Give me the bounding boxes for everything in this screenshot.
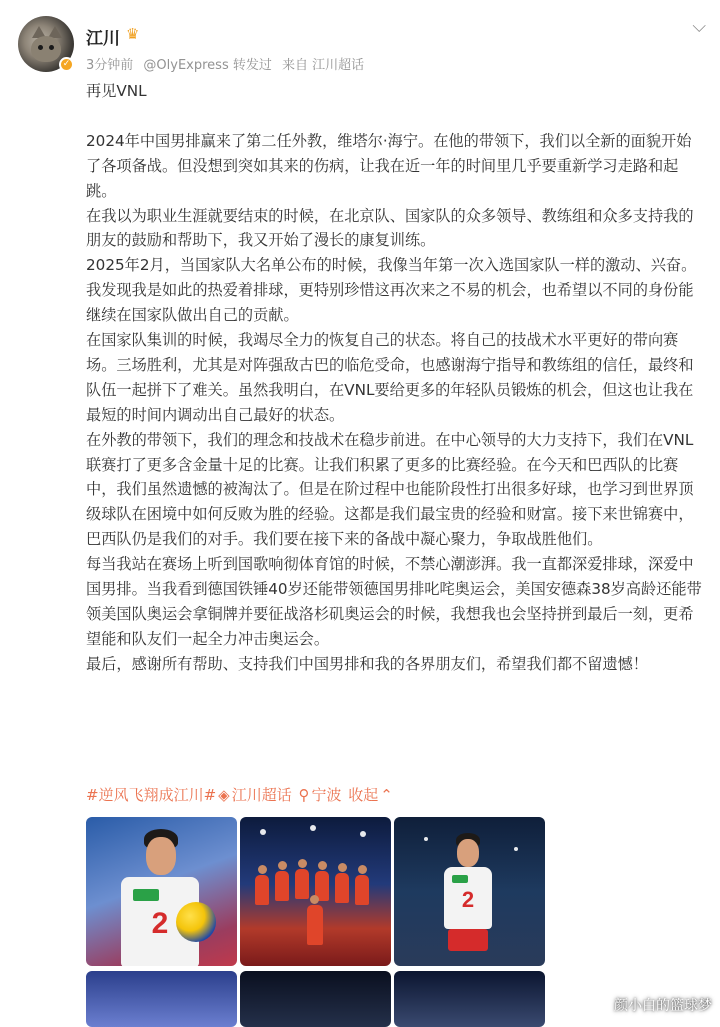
volleyball — [176, 902, 216, 942]
username[interactable]: 江川 — [86, 29, 120, 49]
jersey-number: 2 — [151, 907, 169, 940]
player — [295, 869, 309, 899]
location-pin-icon: ⚲ — [298, 786, 310, 804]
tags-row — [86, 784, 395, 805]
player-head — [457, 839, 479, 867]
photo-grid — [86, 817, 546, 1027]
chevron-up-icon[interactable]: ⌃ — [380, 786, 393, 804]
player-head — [258, 865, 267, 874]
stage-light — [360, 831, 366, 837]
collapse-link[interactable]: 收起 — [348, 786, 379, 804]
player — [335, 873, 349, 903]
player-head — [146, 837, 176, 875]
player-head — [358, 865, 367, 874]
supertopic-tag[interactable]: 江川超话 — [231, 786, 292, 804]
player-jersey — [444, 867, 492, 929]
avatar-cat-eye — [49, 45, 54, 50]
stage-light — [514, 847, 518, 851]
post-title: 再见VNL — [86, 82, 147, 100]
jersey-sponsor-patch — [133, 889, 159, 901]
player-shorts — [448, 929, 488, 951]
player-head — [318, 861, 327, 870]
player-head — [298, 859, 307, 868]
post-time[interactable]: 3分钟前 — [86, 58, 134, 73]
player-head — [310, 895, 319, 904]
post-meta — [86, 54, 370, 73]
post-paragraph: 在国家队集训的时候，我竭尽全力的恢复自己的状态。将自己的技战术水平更好的带向赛场。三场胜利，尤其是对阵强敌古巴的临危受命，也感谢海宁指导和教练组的信任，最终和队伍一起拼下了难关。虽然我明白，在VNL要给更多的年轻队员锻炼的机会，但这也让我在最短的时间内调动出自己最好的状态。 — [86, 331, 694, 424]
supertopic-icon: ◈ — [218, 786, 230, 804]
stage-light — [310, 825, 316, 831]
photo-thumbnail[interactable] — [86, 971, 237, 1027]
stage-light — [260, 829, 266, 835]
jersey-number: 2 — [461, 887, 475, 912]
photo-thumbnail[interactable] — [394, 971, 545, 1027]
post-body — [86, 79, 704, 677]
location-tag[interactable]: 宁波 — [311, 786, 342, 804]
post-paragraph: 2024年中国男排赢来了第二任外教，维塔尔·海宁。在他的带领下，我们以全新的面貌开始了各项备战。但没想到突如其来的伤病，让我在近一年的时间里几乎要重新学习走路和起跳。 — [86, 131, 692, 200]
post-paragraph: 最后，感谢所有帮助、支持我们中国男排和我的各界朋友们，希望我们都不留遗憾！ — [86, 654, 648, 673]
photo-player-celebrating[interactable] — [394, 817, 545, 966]
player-head — [338, 863, 347, 872]
verified-badge-icon: ✓ — [59, 57, 74, 72]
photo-player-with-ball[interactable] — [86, 817, 237, 966]
player-head — [278, 861, 287, 870]
player — [275, 871, 289, 901]
player — [255, 875, 269, 905]
avatar-cat-eye — [38, 45, 43, 50]
post-paragraph: 2025年2月，当国家队大名单公布的时候，我像当年第一次入选国家队一样的激动、兴奋。我发现我是如此的热爱着排球，更特别珍惜这再次来之不易的机会，也希望以不同的身份能继续在国家队做出自己的贡献。 — [86, 256, 697, 325]
avatar-cat-face — [31, 36, 61, 62]
photo-team-lineup[interactable] — [240, 817, 391, 966]
chevron-down-icon[interactable]: ⌵ — [692, 16, 706, 37]
post-paragraph: 在外教的带领下，我们的理念和技战术在稳步前进。在中心领导的大力支持下，我们在VNL联赛打了更多含金量十足的比赛。让我们积累了更多的比赛经验。在今天和巴西队的比赛中，我们虽然遗憾的被淘汰了。但是在阶过程中也能阶段性打出很多好球，也学习到世界顶级球队在困境中如何反败为胜的经验。这都是我们最宝贵的经验和财富。接下来世锦赛中，巴西队仍是我们的对手。我们要在接下来的备战中凝心聚力，争取战胜他们。 — [86, 430, 694, 549]
watermark: 颜小白的篮球梦 — [614, 998, 712, 1014]
post-header — [18, 16, 708, 78]
post-paragraph: 每当我站在赛场上听到国歌响彻体育馆的时候，不禁心潮澎湃。我一直都深爱排球，深爱中国男排。当我看到德国铁锤40岁还能带领德国男排叱咤奥运会，美国安德森38岁高龄还能带领美国队奥运会拿铜牌并要征战洛杉矶奥运会的时候，我想我也会坚持拼到最后一刻，更希望能和队友们一起全力冲击奥运会。 — [86, 555, 702, 648]
stage-light — [424, 837, 428, 841]
player — [307, 905, 323, 945]
jersey-sponsor-patch — [452, 875, 468, 883]
photo-thumbnail[interactable] — [240, 971, 391, 1027]
topic-tag[interactable]: #逆风飞翔成江川# — [86, 786, 217, 804]
player — [355, 875, 369, 905]
crown-icon[interactable]: ♛ — [126, 25, 140, 43]
post-source[interactable]: 来自 江川超话 — [282, 58, 365, 73]
post-paragraph: 在我以为职业生涯就要结束的时候，在北京队、国家队的众多领导、教练组和众多支持我的朋友的鼓励和帮助下，我又开始了漫长的康复训练。 — [86, 206, 694, 250]
repost-by[interactable]: @OlyExpress 转发过 — [143, 58, 272, 73]
